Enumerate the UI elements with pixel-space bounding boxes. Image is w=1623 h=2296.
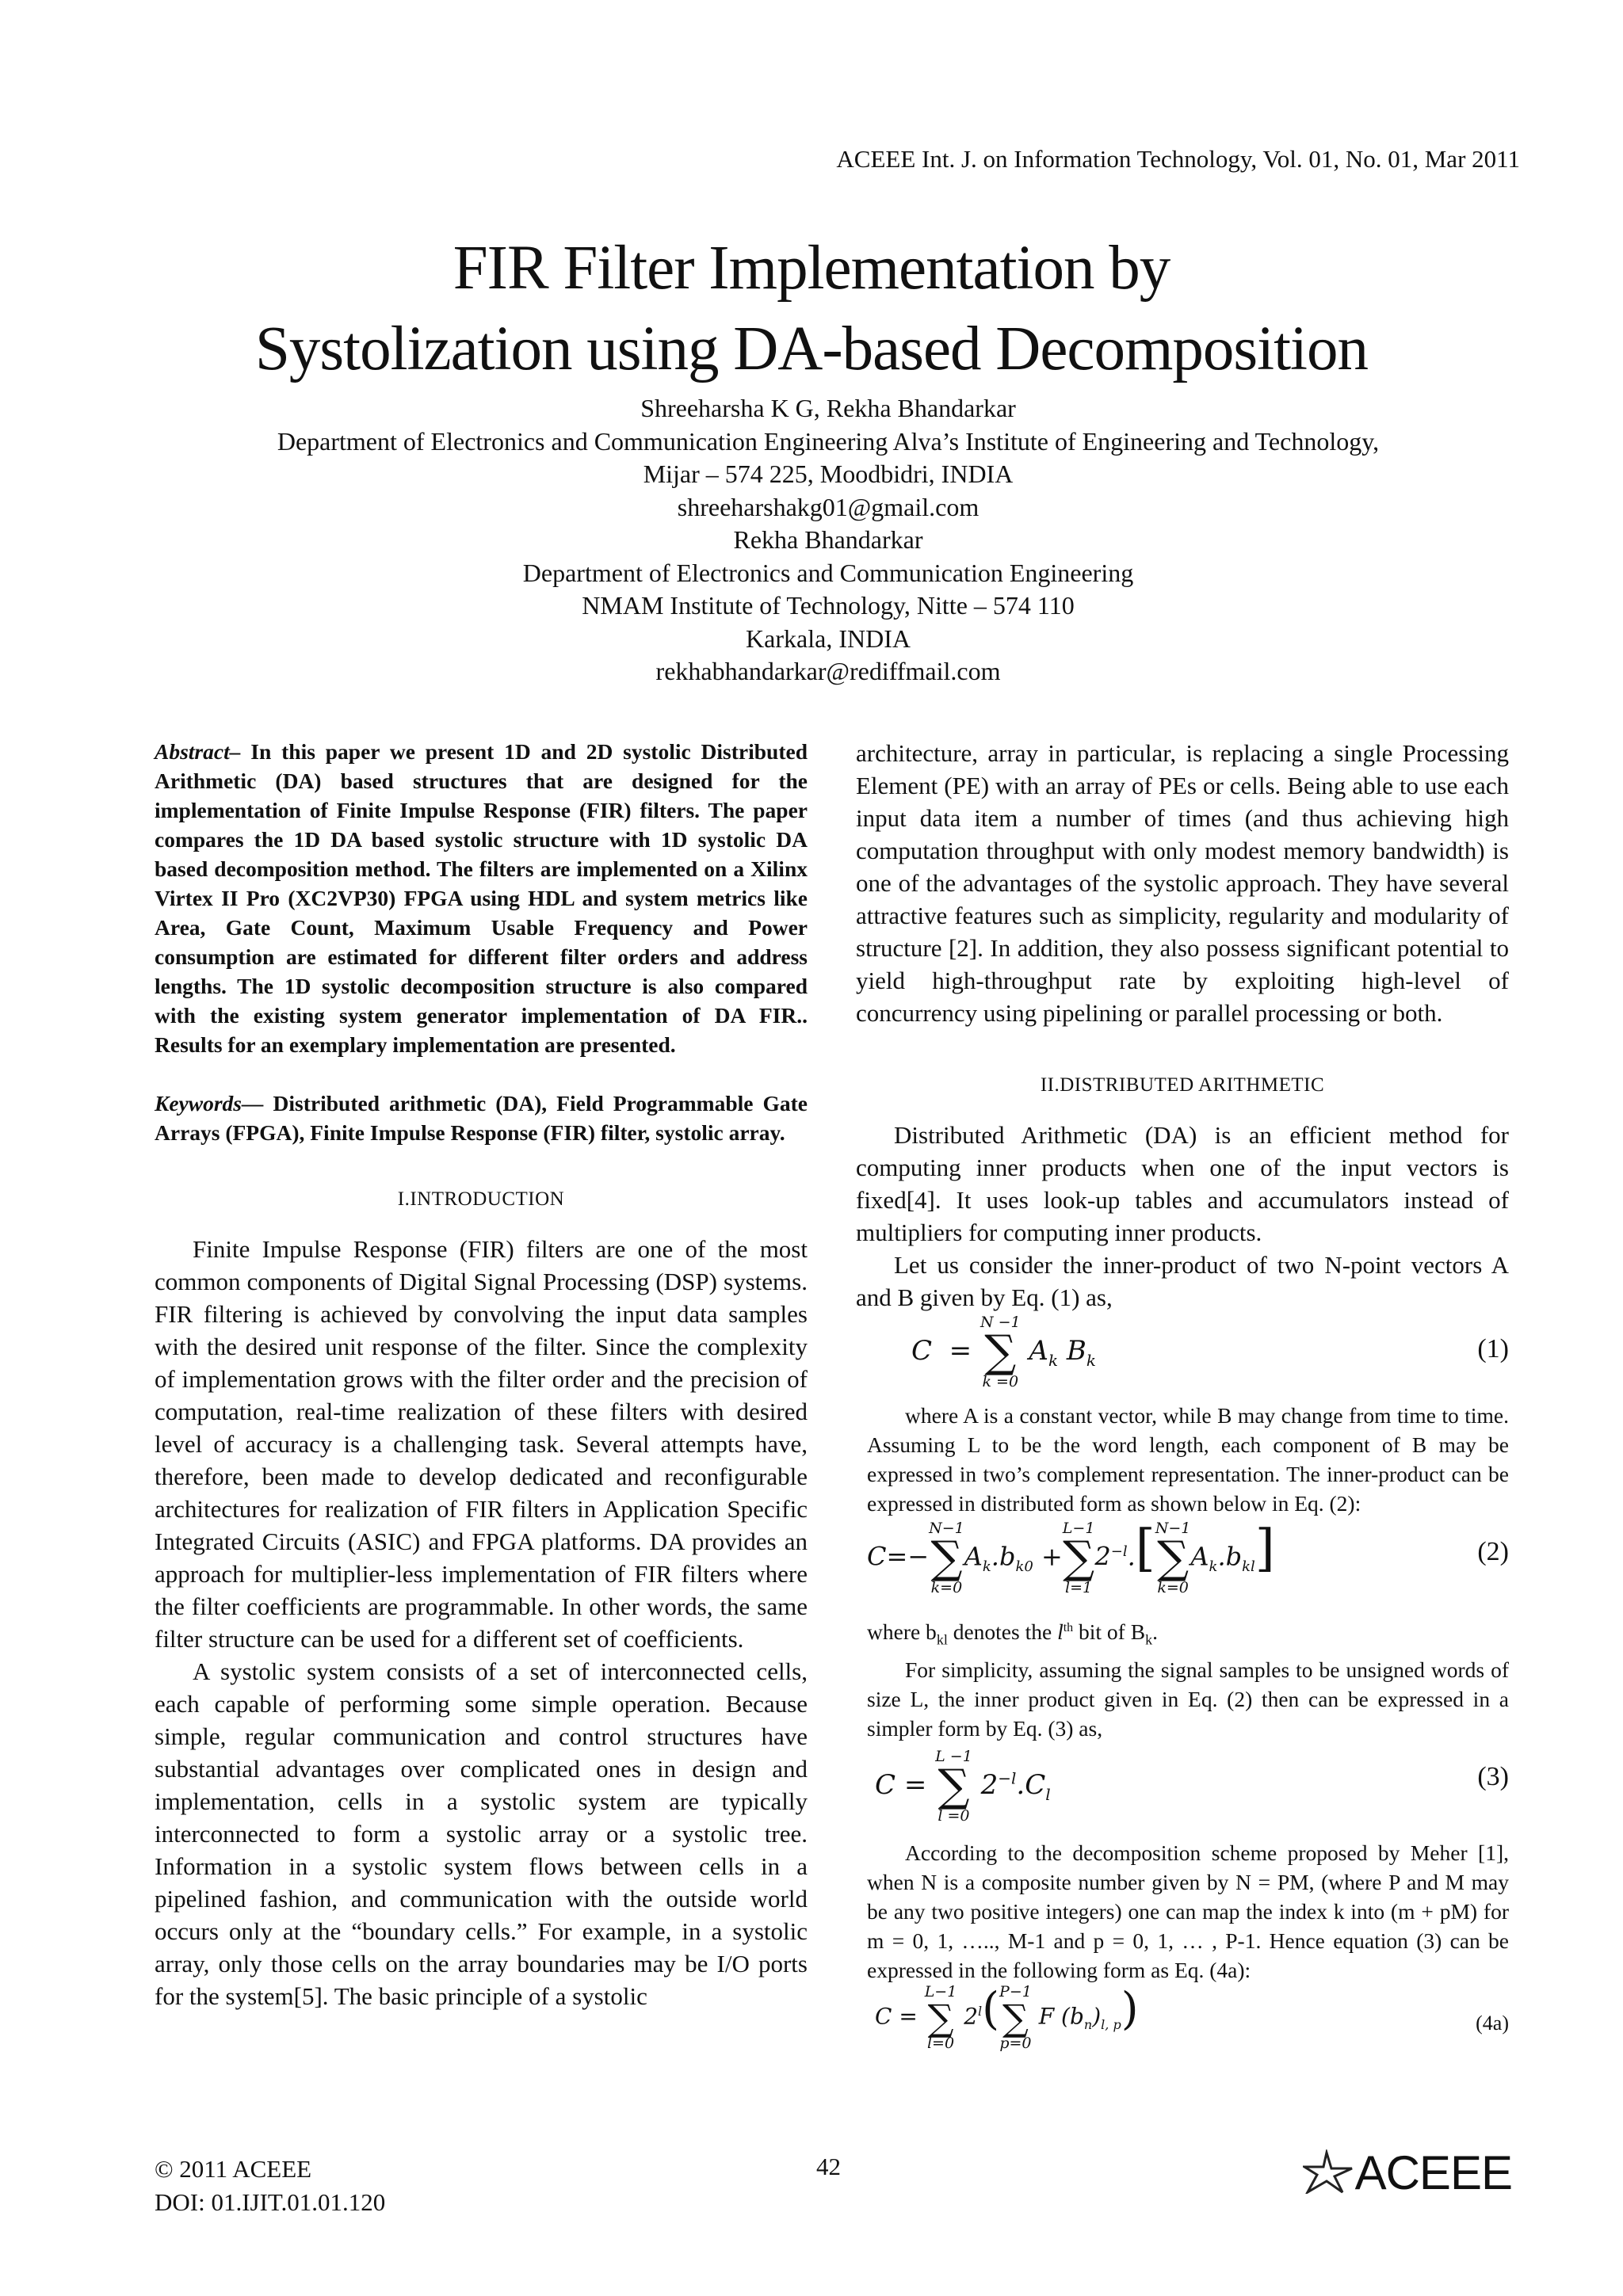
star-logo-icon — [1303, 2149, 1355, 2194]
scanned-paragraph-4: According to the decomposition scheme proposed by Meher [1], when N is a composite number given by N = PM, (where P and M may be any two positive integers) one can map the index k into (m + pM) for m = 0, 1, ….., M-1 and p = 0, 1, … , P-1. Hence equation (3) can be expressed in the following form as Eq. (4a): — [867, 1840, 1509, 1982]
running-header: ACEEE Int. J. on Information Technology, Vol. 01, No. 01, Mar 2011 — [836, 145, 1520, 173]
copyright: © 2011 ACEEE — [155, 2155, 312, 2183]
equation-1-number: (1) — [1477, 1334, 1509, 1363]
equation-1: C = N −1 ∑ k =0 $A_k$ $B_k$ (1) — [911, 1314, 1509, 1390]
author-names: Shreeharsha K G, Rekha Bhandarkar — [640, 394, 1016, 422]
abstract-text: In this paper we present 1D and 2D systolic Distributed Arithmetic (DA) based structures that are designed for the implementation of Finite Impulse Response (FIR) filters. The paper compares the 1D DA based systolic structure with 1D systolic DA based decomposition method. The filters are implemented on a Xilinx Virtex II Pro (XC2VP30) FPGA using HDL and system metrics like Area, Gate Count, Maximum Usable Frequency and Power consumption are estimated for different filter orders and address lengths. The 1D systolic decomposition structure is also compared with the existing system generator implementation of DA FIR.. Results for an exemplary implementation are presented. — [155, 739, 808, 1057]
intro-paragraph-2: A systolic system consists of a set of interconnected cells, each capable of performing some simple operation. Because simple, regular communication and control structures have substantial advantages over complicated ones in design and implementation, cells in a systolic system are typically interconnected to form a systolic array or a systolic tree. Information in a systolic system flows between cells in a pipelined fashion, and communication with the outside world occurs only at the “boundary cells.” For example, in a systolic array, only those cells on the array boundaries may be I/O ports for the system[5]. The basic principle of a systolic — [155, 1657, 808, 2010]
da-paragraph-2: Let us consider the inner-product of two N-point vectors A and B given by Eq. (1) as, — [856, 1251, 1509, 1311]
author-name-2: Rekha Bhandarkar — [733, 525, 923, 554]
logo-text: ACEEE — [1354, 2146, 1512, 2199]
section-heading-distributed-arithmetic: II.DISTRIBUTED ARITHMETIC — [1040, 1074, 1325, 1096]
abstract — [155, 737, 808, 1059]
systolic-paragraph: architecture, array in particular, is replacing a single Processing Element (PE) with an array of PEs or cells. Being able to use each input data item a number of times (and thus achieving high computation throughput with only modest memory bandwidth) is one of the advantages of the systolic approach. They have several attractive features such as simplicity, regularity and modularity of structure [2]. In addition, they also possess significant potential to yield high-throughput rate by exploiting high-level of concurrency using pipelining or parallel processing or both. — [856, 739, 1509, 1027]
section-heading-introduction: I.INTRODUCTION — [397, 1188, 565, 1210]
keywords — [155, 1089, 808, 1147]
equation-2: C=− N−1 ∑ k=0 $A_k.b_{k0}$ + L−1 ∑ l=1 $2^{-l}$.[ N−1 ∑ k=0 $A_k.b_{kl}$] (2) — [867, 1519, 1509, 1596]
title-line-1: FIR Filter Implementation by — [453, 234, 1170, 303]
doi: DOI: 01.IJIT.01.01.120 — [155, 2188, 386, 2216]
aceee-logo — [1303, 2145, 1512, 2200]
intro-paragraph-1: Finite Impulse Response (FIR) filters are one of the most common components of Digital Signal Processing (DSP) systems. FIR filtering is achieved by convolving the input data samples with the desired unit response of the filter. Since the complexity of implementation grows with the filter order and the precision of computation, real-time realization of these filters with desired level of accuracy is a challenging task. Several attempts have, therefore, been made to develop dedicated and reconfigurable architectures for realization of FIR filters in Application Specific Integrated Circuits (ASIC) and FPGA platforms. DA provides an approach for multiplier-less implementation of FIR filters where the filter coefficients are programmable. In other words, the same filter structure can be used for a different set of coefficients. — [155, 1235, 808, 1653]
abstract-label: Abstract– — [155, 739, 241, 764]
affiliation-2: Department of Electronics and Communication Engineering — [522, 558, 1134, 587]
equation-3: C = L −1 ∑ l =0 $2^{-l}.C_l$ (3) — [875, 1747, 1509, 1825]
author-block — [0, 392, 1623, 688]
scanned-paragraph-2: where $b_{kl}$ denotes the $l^{th}$ bit of $B_k$. — [867, 1619, 1158, 1648]
equation-2-number: (2) — [1477, 1537, 1509, 1566]
right-column — [856, 737, 1509, 2064]
left-column — [155, 737, 808, 2012]
keywords-text: Distributed arithmetic (DA), Field Programmable Gate Arrays (FPGA), Finite Impulse Response (FIR) filter, systolic array. — [155, 1091, 808, 1145]
affiliation-2-location: Karkala, INDIA — [746, 624, 911, 653]
page-number: 42 — [816, 2153, 841, 2180]
scanned-text-block — [856, 1401, 1509, 2064]
equation-4a: C = L−1 ∑ l=0 2$^l$( P−1 ∑ p=0 F $(b_n)_{l, p}$) (4a) — [875, 1982, 1509, 2052]
da-paragraph-1: Distributed Arithmetic (DA) is an efficient method for computing inner products when one of the input vectors is fixed[4]. It uses look-up tables and accumulators instead of multipliers for computing inner products. — [856, 1121, 1509, 1246]
keywords-label: Keywords— — [155, 1091, 264, 1116]
email-2: rekhabhandarkar@rediffmail.com — [655, 657, 1001, 685]
scanned-paragraph-3: For simplicity, assuming the signal samples to be unsigned words of size L, the inner product given in Eq. (2) then can be expressed in a simpler form by Eq. (3) as, — [867, 1657, 1509, 1741]
equation-3-number: (3) — [1477, 1761, 1509, 1791]
affiliation-2-institute: NMAM Institute of Technology, Nitte – 574 110 — [582, 591, 1075, 620]
title-line-2: Systolization using DA-based Decomposition — [255, 315, 1368, 383]
footer-left — [155, 2153, 385, 2219]
scanned-paragraph-1: where A is a constant vector, while B may change from time to time. Assuming L to be the word length, each component of B may be expressed in two’s complement representation. The inner-product can be expressed in distributed form as shown below in Eq. (2): — [867, 1403, 1509, 1516]
affiliation-1: Department of Electronics and Communication Engineering Alva’s Institute of Engineering and Technology, — [277, 426, 1380, 456]
affiliation-1-location: Mijar – 574 225, Moodbidri, INDIA — [643, 460, 1014, 488]
paper-title — [0, 228, 1623, 390]
equation-4a-number: (4a) — [1476, 2011, 1509, 2035]
email-1: shreeharshakg01@gmail.com — [677, 492, 980, 521]
